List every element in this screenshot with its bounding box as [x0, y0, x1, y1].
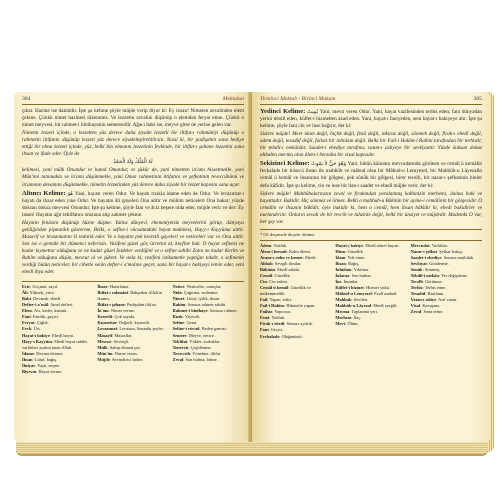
- glossary-entry: Hüsn: Güzellik.: [335, 248, 364, 254]
- right-heading1-arabic: يُمِيتُ: [307, 109, 319, 116]
- glossary-term: Nazar-ı şefkat: [410, 248, 437, 254]
- right-page: [252, 92, 490, 442]
- glossary-entry: Fani: Geçici.: [260, 327, 284, 333]
- glossary-definition: Toplanma yeri.: [351, 309, 378, 315]
- glossary-entry: Terhis: Terhis etme.: [410, 285, 447, 291]
- glossary-entry: Mâbud-u Lemyezel: Ezelî mabud.: [335, 291, 398, 297]
- glossary-term: Bâkinin: [260, 266, 275, 272]
- glossary-entry: Mesrur: Sevinçli.: [97, 338, 130, 344]
- right-italic-block-2: Sizlere müjde! Mahbûbalarınızın zeval ve firakından yaralanmış kalbinizin merhemi, daima baki ve hayattadır. Bakidir. Hiç sönmez ve ölmez. Belki o mahbub-u Bâkinin bir ayine-i cemâlinin bir gölgesidir. O cemâlin ve ihsanın bâkîdir, öyle bakidir ki, hem o cemâl, hem ihsan bâkîdir ki, ebedi bakidirler ve nurlandırılır. Onların zevali de bir tevcih ve tahzinle değil, belki bir ünsiyet ve müjdedir. Mademki O var, her şey var.: [260, 190, 482, 225]
- glossary-definition: Sonsuz mutluluk.: [443, 254, 475, 260]
- glossary-term: Rahmet-i bînihaye: [172, 308, 208, 314]
- glossary-entry: Elem: Acı, keder, üzüntü.: [22, 308, 68, 314]
- glossary-definition: Yer değiştirme.: [441, 273, 468, 279]
- left-running-title: Mektubat: [222, 96, 244, 102]
- glossary-term: Müjde: [97, 356, 110, 362]
- glossary-entry: Fani: Fanilik, geçici.: [22, 314, 60, 320]
- glossary-term: Ecir: [22, 284, 31, 290]
- glossary-term: Fail: [260, 297, 268, 303]
- glossary-entry: Defter-i a'mâl: Amel defteri.: [22, 302, 74, 308]
- glossary-term: Zeval: [410, 309, 422, 315]
- glossary-definition: Sönmüş.: [424, 266, 441, 272]
- glossary-entry: Hayat-ı bakiye: Ebedî ahiret hayatı.: [335, 242, 400, 248]
- glossary-definition: İlaç.: [353, 315, 362, 321]
- left-paragraph-1: çıkar. Hazine ise daimîdir. İşte şu kelime şöyle müjde verip diyor ki: Ey insan! Nimeten zevalinden elem çekme. Çünkü nimet hazinesi tükenmez. Ve lezzetin zevalini düşünüp o elemden feryat etme. Çünkü o nimet meyvesi, bir rahmet-i bînihayenin semeresidir. Ağacı baki ise, meyve gitse de yerine gelen var.: [22, 108, 244, 129]
- glossary-entry: İltifat-ı şahane: Padişahın iltifatı.: [97, 302, 158, 308]
- glossary-term: Tecelli: [410, 279, 423, 285]
- glossary-definition: Masraflar.: [114, 332, 133, 338]
- glossary-term: Adem: [260, 242, 272, 248]
- glossary-entry: Mevt: Ölüm.: [335, 321, 359, 327]
- glossary-definition: Ebedî sevgili.: [373, 303, 398, 309]
- left-page: [14, 92, 250, 442]
- glossary-definition: Göçünü, zayıf.: [32, 284, 59, 290]
- glossary-definition: Yapıcısız.: [274, 309, 292, 315]
- left-glossary-col-2: [97, 284, 168, 375]
- glossary-term: Sönük: [410, 266, 423, 272]
- glossary-term: Mahbûb-u Lâyezal: [335, 303, 372, 309]
- glossary-term: Teklifat: [172, 338, 188, 344]
- glossary-entry: Mevcudat: Varlıklar.: [410, 242, 448, 248]
- glossary-entry: İns: İnsanlar.: [335, 279, 359, 285]
- glossary-definition: Ezelî mabud.: [374, 291, 398, 297]
- glossary-definition: Sevilen.: [353, 297, 369, 303]
- left-running-head: [22, 96, 244, 105]
- glossary-term: Sefine-i vücud: [172, 326, 200, 332]
- glossary-definition: Acı, keder, üzüntü.: [33, 308, 68, 314]
- glossary-entry: İhsan: Bağış.: [335, 260, 360, 266]
- glossary-definition: İnsanlar.: [343, 279, 359, 285]
- glossary-term: Nida: [172, 290, 182, 296]
- glossary-entry: Firak-ı ebedî: Sonsuz ayrılık.: [260, 321, 313, 327]
- glossary-term: Mâbud-u Lemyezel: [335, 291, 372, 297]
- glossary-term: İns: [335, 279, 342, 285]
- glossary-definition: Yapan, edici.: [269, 297, 293, 303]
- glossary-definition: Padişahın iltifatı.: [127, 302, 158, 308]
- glossary-entry: Teveccüh: Yönelme, iltifat.: [172, 350, 222, 356]
- glossary-definition: Şefkat bakışı.: [439, 248, 464, 254]
- glossary-entry: Mecma: Toplanma yeri.: [335, 309, 378, 315]
- glossary-entry: Mahbûb-u Lâyezal: Ebedî sevgili.: [335, 303, 398, 309]
- glossary-definition: Olağanüstü.: [281, 333, 303, 339]
- glossary-term: Teveccüh: [172, 350, 191, 356]
- right-heading2-text: Yani, bütün kâinatın mevcudatında görünen ve cemâl ü kemâlin fevkalade bir hüsn-ü ihsan ile mahbûb ve mâbud olan bir Mâbud-u Lemyezel, bir Mahbûb-u Lâyezalin cemâl ü kemâl ve ihsanının bir gölgesi, pek sönük bir gölgesi, birer tecelli, bir nazar-ı şefkatinin binler defa kâfidir. İşte şu kelime, cin ve inse bir ilan-ı saadet ve ebedî müjde verir, der ki:: [260, 161, 483, 189]
- glossary-entry: Tecelli: Görünme.: [410, 279, 443, 285]
- glossary-entry: Merhem: İlaç.: [335, 315, 362, 321]
- glossary-term: Sefine: [172, 320, 185, 326]
- glossary-entry: Zeval: Sona erme.: [410, 309, 444, 315]
- glossary-entry: Mülk: Sahip olunan şey.: [97, 344, 141, 350]
- glossary-entry: Mün'im: Nimet veren.: [97, 350, 138, 356]
- glossary-term: Ahbab: [260, 260, 273, 266]
- glossary-term: İhsan: [335, 260, 346, 266]
- glossary-term: Mün'im: [97, 350, 113, 356]
- glossary-definition: Beden gemisi.: [201, 326, 227, 332]
- left-closing-paragraph: Hayatın fenâsını düşünüp hüzne düşme. Yalnız dünyevî, ehemmiyetsiz meyvelerini görüp, dünyaya geldiğinden pişmanlık gösterme. Belki, o sefine-i vücudundaki hayat makinesi, Hayy-ı Kayyûma aittir. Masarif ve levazımatını O tedarik eder. Ve o hayatın pek kesretli gayeleri ve neticeleri var ve Ona aittir. Sen ise o gemide bir dümenci neferisin. Vazifeni güzel gör, ücretini al, keyfine bak. O hayat sefinesi ne kadar kıymettar olduğunu ve ne kadar güzel faideler verdiğini ve o sefine sahibi Zatın ne kadar Kerîm ve Rahîm olduğunu düşün, mesrur ol ve şükret. Ve anla ki, vezifeni istikametle yaptığın takdir, o sefinenin verdiği bütün neticeler, bir cihetle senin defter-i a'malıne geçer, sana bir hayat-ı bakiyeyi temin eder, seni ebedî ihya eder.: [22, 219, 244, 276]
- glossary-entry: Ahbab: Sevgili dostlar.: [260, 260, 302, 266]
- glossary-term: İdam: [335, 254, 346, 260]
- glossary-definition: Son bulma.: [351, 273, 372, 279]
- glossary-entry: Tenevvü: Çeşitlenme.: [172, 344, 212, 350]
- glossary-definition: Ebedî hayat sahibi, varlıkları ayakta tutan Allah.: [22, 338, 88, 350]
- glossary-definition: Kavuşma.: [422, 303, 441, 309]
- glossary-entry: İdame: Devam ettirme.: [22, 350, 64, 356]
- glossary-term: Tebdil-i mekân: [410, 273, 439, 279]
- glossary-definition: Bahşeden Allah'ın ikramı.: [97, 290, 163, 302]
- glossary-entry: Sevkiyat: Gönderme.: [410, 260, 449, 266]
- glossary-entry: Tebdil-i mekân: Yer değiştirme.: [410, 273, 468, 279]
- glossary-term: Sevkiyat: [410, 260, 427, 266]
- glossary-definition: Varlıklar.: [431, 242, 448, 248]
- glossary-term: Mahbub: [335, 297, 352, 303]
- glossary-term: Cemâl ü kemâl: [260, 285, 289, 291]
- left-glossary-col-3: [173, 284, 244, 375]
- glossary-definition: Güzellik.: [347, 248, 364, 254]
- glossary-definition: Gemi.: [186, 320, 198, 326]
- glossary-definition: Meyve, netice.: [188, 332, 215, 338]
- glossary-entry: İdam: Yok etme.: [335, 254, 366, 260]
- glossary-entry: Visal: Kavuşma.: [410, 303, 441, 309]
- right-running-head: [260, 96, 482, 105]
- glossary-entry: Sönük: Sönmüş.: [410, 266, 441, 272]
- glossary-entry: Külfet-i hizmet: Hizmet yükü.: [335, 285, 390, 291]
- glossary-definition: Netiiceler, sonuçlar.: [186, 284, 222, 290]
- glossary-term: Rahîm: [172, 302, 186, 308]
- glossary-term: Zeval: [172, 356, 184, 362]
- glossary-definition: Ölüm.: [347, 321, 359, 327]
- glossary-definition: Terhis etme.: [424, 285, 447, 291]
- right-heading2-arabic: وَهُوَ حَيٌّ لاَ يَمُوتُ: [311, 161, 347, 168]
- open-book: [14, 92, 492, 452]
- right-glossary-col-2: [335, 243, 406, 340]
- glossary-definition: Gönderme.: [429, 260, 449, 266]
- glossary-term: Hayat-ı bakiye: [335, 242, 364, 248]
- glossary-entry: Cemâl ü kemâl: Güzellik ve mükemmellik.: [260, 285, 311, 297]
- left-paragraph-3: kelimesi, yani mülk Onundur ve hamd Onundur, ve şükür de, yani nimetten in'amı hissetmekle, yani Mün'imi tanımakla ve in'amı düşünmekle, yani Onun rahmetinin iltifatını ve şefkatinin teveccühünü ve in'amının devamını düşünmekle, nimetin lezzetinden yüz derece daha ziyade bir lezzet kapısını sana açar.: [22, 167, 244, 188]
- glossary-term: Bîyevm: [22, 368, 37, 374]
- glossary-term: Mesrur: [97, 338, 112, 344]
- left-glossary: [22, 281, 244, 375]
- left-page-number: 304: [22, 96, 31, 102]
- glossary-definition: Amel defteri.: [50, 302, 74, 308]
- glossary-definition: Sahip olunan şey.: [109, 344, 141, 350]
- glossary-entry: Cin: Cin taifesi.: [260, 279, 289, 285]
- glossary-definition: Güzellik.: [274, 273, 291, 279]
- glossary-entry: Zeval: Son bulma, bitme.: [172, 356, 218, 362]
- glossary-entry: Sefine: Gemi.: [172, 320, 198, 326]
- left-paragraph-2: Nimetin lezzeti içinde, o lezzetten yüz derece daha ziyade lezzetli bir iltifat-ı rahmânîyi düşünüp o rahmetin iltifatını düşünüp lezzeti yüz derece ziyadeleştirebilirsin. Nasıl ki, bir padişahın sana hediye ettiği bir elma lezzeti içinde, yüz, belki bin elmanın lezzetinin fevkinde, bir iltifat-ı şahane lezzetini sana ihsan ve ifade eder. Öyle de: [22, 130, 244, 158]
- right-italic-block-1: Sizlere müjde! Mevt idam değil, hiçlik değil, fenâ değil, inkıraz değil, sönmek değil, firak-ı ebedî değil, adem değil, tesadüf değil, failsiz bir inhidam değil. Belki bir Fail-i Hakîm-i Rahîm tarafından bir terhistir, bir tebdil-i mekândır. Saadet-i ebediye tarafına, vatan-ı asliyeye bir sevkiyattır. Yüzde doksan dokuz ahbabın mecma olan âlem-i berzaha bir visal kapısıdır.: [260, 131, 482, 159]
- glossary-entry: Rahmet-i bînihaye: Sınırsız rahmet.: [172, 308, 238, 314]
- left-arabic-line: لَهُ الْمُلْكُ وَلَهُ الْحَمْدُ: [113, 159, 153, 166]
- glossary-entry: İnkıraz: Son bulma.: [335, 273, 372, 279]
- glossary-entry: Mahbub: Sevilen.: [335, 297, 369, 303]
- glossary-entry: Adem: Yokluk.: [260, 242, 288, 248]
- glossary-definition: Yükler, zorluklar.: [189, 338, 221, 344]
- glossary-term: Defter-i a'mâl: [22, 302, 49, 308]
- glossary-entry: İnhidam: Yıkılma.: [335, 266, 370, 272]
- glossary-entry: Fevk: Üst.: [22, 326, 41, 332]
- glossary-definition: Cin taifesi.: [269, 279, 289, 285]
- glossary-definition: Asıl vatan.: [438, 297, 458, 303]
- glossary-term: İn'am: [97, 308, 109, 314]
- glossary-definition: Sevindirici haber.: [112, 356, 144, 362]
- right-heading2-label: Sekizinci Kelime:: [260, 160, 310, 168]
- glossary-term: Mülk: [97, 344, 108, 350]
- glossary-definition: Rastlantı.: [427, 291, 445, 297]
- glossary-definition: Yaşlı, seçme.: [37, 362, 61, 368]
- glossary-definition: Hizmet yükü.: [366, 285, 390, 291]
- right-footnote-marker: *: [260, 231, 263, 237]
- glossary-entry: Hayat-ı bakiye: Ebedî hayat.: [22, 332, 74, 338]
- glossary-term: Âli: [22, 290, 28, 296]
- glossary-term: Vatan-ı asliye: [410, 297, 436, 303]
- left-heading-text: Yani, hayatı veren Odur. Ve hayatı rızıkla idame eden de Odur. Ve levazımat-ı hayatı da ihzar eden yine Odur. Ve hayatın âli gayeleri Ona aittir ve mühim neticeleri Ona bakar; yüzde doksan dokuz meyvesi Onundur. İşte şu kelime, şöyle fani ve âciz beşere nida eder, müjde verir ve der: Ey insan! Hayatın ağır teklifatını omzuna alıp zahmet çekme.: [22, 190, 244, 218]
- glossary-term: Fevkalade: [260, 333, 280, 339]
- glossary-entry: Semere: Meyve, netice.: [172, 332, 215, 338]
- right-heading1-paragraph: [260, 108, 482, 130]
- left-glossary-col-1: [22, 284, 93, 375]
- glossary-entry: Âlem-i berzah: Kabir âlemi.: [260, 248, 311, 254]
- glossary-term: İnhidam: [335, 266, 352, 272]
- glossary-definition: Sevinçli.: [113, 338, 130, 344]
- left-page-content: [22, 96, 244, 438]
- glossary-term: İhsan: [22, 356, 33, 362]
- glossary-definition: Çağırma, seslenme.: [184, 290, 219, 296]
- glossary-entry: Avane-ı ruhu ve kemer: Ebedi.: [260, 254, 317, 260]
- glossary-entry: Nazar-ı şefkat: Şefkat bakışı.: [410, 248, 464, 254]
- glossary-definition: Levazım, lüzumlu şeyler.: [119, 326, 164, 332]
- left-heading-paragraph: [22, 190, 244, 219]
- glossary-entry: Teklifat: Yükler, zorluklar.: [172, 338, 221, 344]
- glossary-definition: Ebedî hayat.: [52, 332, 74, 338]
- glossary-term: Feryat: [22, 320, 35, 326]
- glossary-entry: Kesretli: Çok sayıda.: [97, 314, 136, 320]
- glossary-term: Masarif: [97, 332, 113, 338]
- glossary-entry: Failsiz: Yapıcısız.: [260, 309, 292, 315]
- glossary-definition: Bağış.: [348, 260, 360, 266]
- glossary-entry: Nida: Çağırma, seslenme.: [172, 290, 219, 296]
- glossary-entry: Fenâ: Yokluk.: [260, 315, 286, 321]
- glossary-definition: Ebedî ahiret hayatı.: [365, 242, 400, 248]
- glossary-term: İdame: [22, 350, 34, 356]
- glossary-entry: Hayy-ı Kayyûm: Ebedî hayat sahibi, varlıkları ayakta tutan Allah.: [22, 338, 88, 350]
- glossary-term: Saadet-i ebediye: [410, 254, 442, 260]
- glossary-definition: Hayat verme.: [38, 368, 63, 374]
- glossary-definition: Sonsuz rahmet sahibi.: [187, 302, 227, 308]
- glossary-definition: Hikmetle yapan.: [286, 303, 316, 309]
- glossary-term: Avane-ı ruhu ve kemer: [260, 254, 303, 260]
- glossary-term: Kıymettar: [97, 320, 117, 326]
- glossary-entry: Ecir: Göçünü, zayıf.: [22, 284, 59, 290]
- right-glossary-col-3: [411, 243, 482, 340]
- glossary-definition: Lütuf, iyilik, ihsan.: [186, 296, 221, 302]
- glossary-term: Mecma: [335, 309, 350, 315]
- glossary-term: Failsiz: [260, 309, 273, 315]
- glossary-term: Kesretli: [97, 314, 113, 320]
- glossary-entry: Rahîm: Sonsuz rahmet sahibi.: [172, 302, 227, 308]
- right-glossary-col-1: [260, 243, 331, 340]
- glossary-entry: Âli: Yüksek, yüce.: [22, 290, 55, 296]
- glossary-entry: Masarif: Masraflar.: [97, 332, 133, 338]
- glossary-term: İltifat-ı şahane: [97, 302, 125, 308]
- glossary-term: İltifat-ı rahmânî: [97, 290, 128, 296]
- glossary-definition: Yönelme, iltifat.: [192, 350, 222, 356]
- glossary-definition: Ebedî sahibi.: [277, 266, 301, 272]
- glossary-definition: Ebedi.: [305, 254, 317, 260]
- glossary-term: Terhis: [410, 285, 423, 291]
- glossary-definition: Yüksek, yüce.: [29, 290, 55, 296]
- glossary-term: Fani: [260, 327, 269, 333]
- glossary-entry: Müjde: Sevindirici haber.: [97, 356, 144, 362]
- glossary-definition: Çok sayıda.: [114, 314, 136, 320]
- glossary-definition: Görünme.: [425, 279, 443, 285]
- glossary-definition: Sona erme.: [423, 309, 444, 315]
- glossary-term: İnkıraz: [335, 273, 350, 279]
- glossary-entry: Sefine-i vücud: Beden gemisi.: [172, 326, 227, 332]
- glossary-definition: Kabir âlemi.: [289, 248, 311, 254]
- glossary-definition: Yiyecek.: [184, 314, 201, 320]
- glossary-definition: Lütuf, bağış.: [34, 356, 58, 362]
- glossary-term: Visal: [410, 303, 421, 309]
- glossary-entry: İhzar: Hazırlama.: [97, 284, 130, 290]
- left-heading-arabic: هُوَ: [67, 190, 74, 197]
- glossary-definition: Nimet veren.: [114, 350, 138, 356]
- glossary-term: Cin: [260, 279, 267, 285]
- glossary-term: Cemâl: [260, 273, 273, 279]
- glossary-entry: İhtiyar: Yaşlı, seçme.: [22, 362, 61, 368]
- glossary-term: Külfet-i hizmet: [335, 285, 364, 291]
- glossary-entry: Fail: Yapan, edici.: [260, 297, 293, 303]
- right-footnote-text: Ol: doçamcle dirçele: dörüne: [263, 231, 315, 237]
- glossary-term: Âlem-i berzah: [260, 248, 287, 254]
- glossary-definition: Çeşitlenme.: [190, 344, 212, 350]
- glossary-term: Hayy-ı Kayyûm: [22, 338, 52, 344]
- glossary-definition: Yokluk.: [271, 315, 286, 321]
- glossary-entry: Bâkinin: Ebedî sahibi.: [260, 266, 301, 272]
- glossary-term: Rızık: [172, 314, 183, 320]
- glossary-term: Nimet: [172, 296, 185, 302]
- glossary-definition: Devam ettirme.: [36, 350, 64, 356]
- right-glossary: [260, 240, 482, 340]
- glossary-definition: Fanilik, geçici.: [32, 314, 60, 320]
- glossary-term: Firak-ı ebedî: [260, 321, 285, 327]
- glossary-term: İhtiyar: [22, 362, 36, 368]
- glossary-term: Mevt: [335, 321, 346, 327]
- glossary-term: Elem: [22, 308, 32, 314]
- right-heading1-text: Yani, mevti veren Odur. Yani, hayat vazifesinden terhis eden; fani dünyadan yerini tebdil eden, külfet-i hizmetten azad eden. Yani, hayat-ı faniyeden, seni hayat-ı bakiyeye alır. İşte şu kelime, şöyle fani cin ve inse bağırır, der ki:: [260, 109, 482, 130]
- glossary-term: Mevcudat: [410, 242, 430, 248]
- glossary-entry: İltifat-ı rahmânî: Bahşeden Allah'ın ikramı.: [97, 290, 163, 302]
- glossary-term: Fenâ: [260, 315, 270, 321]
- glossary-definition: Sonsuz ayrılık.: [286, 321, 313, 327]
- glossary-term: Tesadüf: [410, 291, 426, 297]
- glossary-term: Semere: [172, 332, 187, 338]
- glossary-term: Baki: [22, 296, 31, 302]
- glossary-definition: Yok etme.: [347, 254, 366, 260]
- glossary-definition: Üst.: [33, 326, 41, 332]
- glossary-definition: Nimet verme.: [110, 308, 136, 314]
- glossary-entry: Nimet: Lütuf, iyilik, ihsan.: [172, 296, 221, 302]
- glossary-definition: Çığlık.: [36, 320, 49, 326]
- glossary-definition: Sevgili dostlar.: [275, 260, 302, 266]
- glossary-definition: Güzellik ve mükemmellik.: [260, 285, 311, 297]
- glossary-entry: Tesadüf: Rastlantı.: [410, 291, 445, 297]
- glossary-definition: Yokluk.: [273, 242, 288, 248]
- glossary-definition: Sınırsız rahmet.: [209, 308, 238, 314]
- glossary-definition: Son bulma, bitme.: [185, 356, 218, 362]
- glossary-term: Levazımat: [97, 326, 118, 332]
- glossary-term: Fail-i Hakîm: [260, 303, 285, 309]
- glossary-term: Hüsn: [335, 248, 346, 254]
- glossary-entry: Vatan-ı asliye: Asıl vatan.: [410, 297, 458, 303]
- glossary-entry: İn'am: Nimet verme.: [97, 308, 136, 314]
- glossary-entry: İhsan: Lütuf, bağış.: [22, 356, 58, 362]
- glossary-term: Fevk: [22, 326, 32, 332]
- glossary-definition: Yıkılma.: [353, 266, 370, 272]
- glossary-entry: Feryat: Çığlık.: [22, 320, 49, 326]
- right-heading1-label: Yedinci Kelime:: [260, 108, 306, 116]
- glossary-definition: Hazırlama.: [109, 284, 130, 290]
- glossary-term: Hayat-ı bakiye: [22, 332, 50, 338]
- glossary-entry: Saadet-i ebediye: Sonsuz mutluluk.: [410, 254, 475, 260]
- right-running-title: Yirminci Mektub - Birinci Makam: [260, 96, 336, 102]
- glossary-entry: Fail-i Hakîm: Hikmetle yapan.: [260, 303, 316, 309]
- right-page-content: [260, 96, 482, 438]
- glossary-term: Netice: [172, 284, 185, 290]
- glossary-term: İhzar: [97, 284, 108, 290]
- glossary-entry: Baki: Devamlı, ebedî.: [22, 296, 62, 302]
- glossary-term: Fani: [22, 314, 31, 320]
- right-heading2-paragraph: [260, 160, 482, 189]
- glossary-definition: Değerli, kıymetli.: [119, 320, 151, 326]
- right-footnote: [260, 229, 482, 238]
- glossary-entry: Fevkalade: Olağanüstü.: [260, 333, 303, 339]
- glossary-term: Tenevvü: [172, 344, 189, 350]
- glossary-entry: Bîyevm: Hayat verme.: [22, 368, 63, 374]
- glossary-term: Merhem: [335, 315, 352, 321]
- glossary-definition: Devamlı, ebedî.: [33, 296, 62, 302]
- glossary-entry: Kıymettar: Değerli, kıymetli.: [97, 320, 151, 326]
- glossary-entry: Cemâl: Güzellik.: [260, 273, 291, 279]
- glossary-entry: Levazımat: Levazım, lüzumlu şeyler.: [97, 326, 164, 332]
- right-page-number: 305: [473, 96, 482, 102]
- left-heading-label: Altıncı Kelime:: [22, 189, 66, 197]
- glossary-entry: Netice: Netiiceler, sonuçlar.: [172, 284, 222, 290]
- glossary-entry: Rızık: Yiyecek.: [172, 314, 201, 320]
- glossary-definition: Geçici.: [270, 327, 284, 333]
